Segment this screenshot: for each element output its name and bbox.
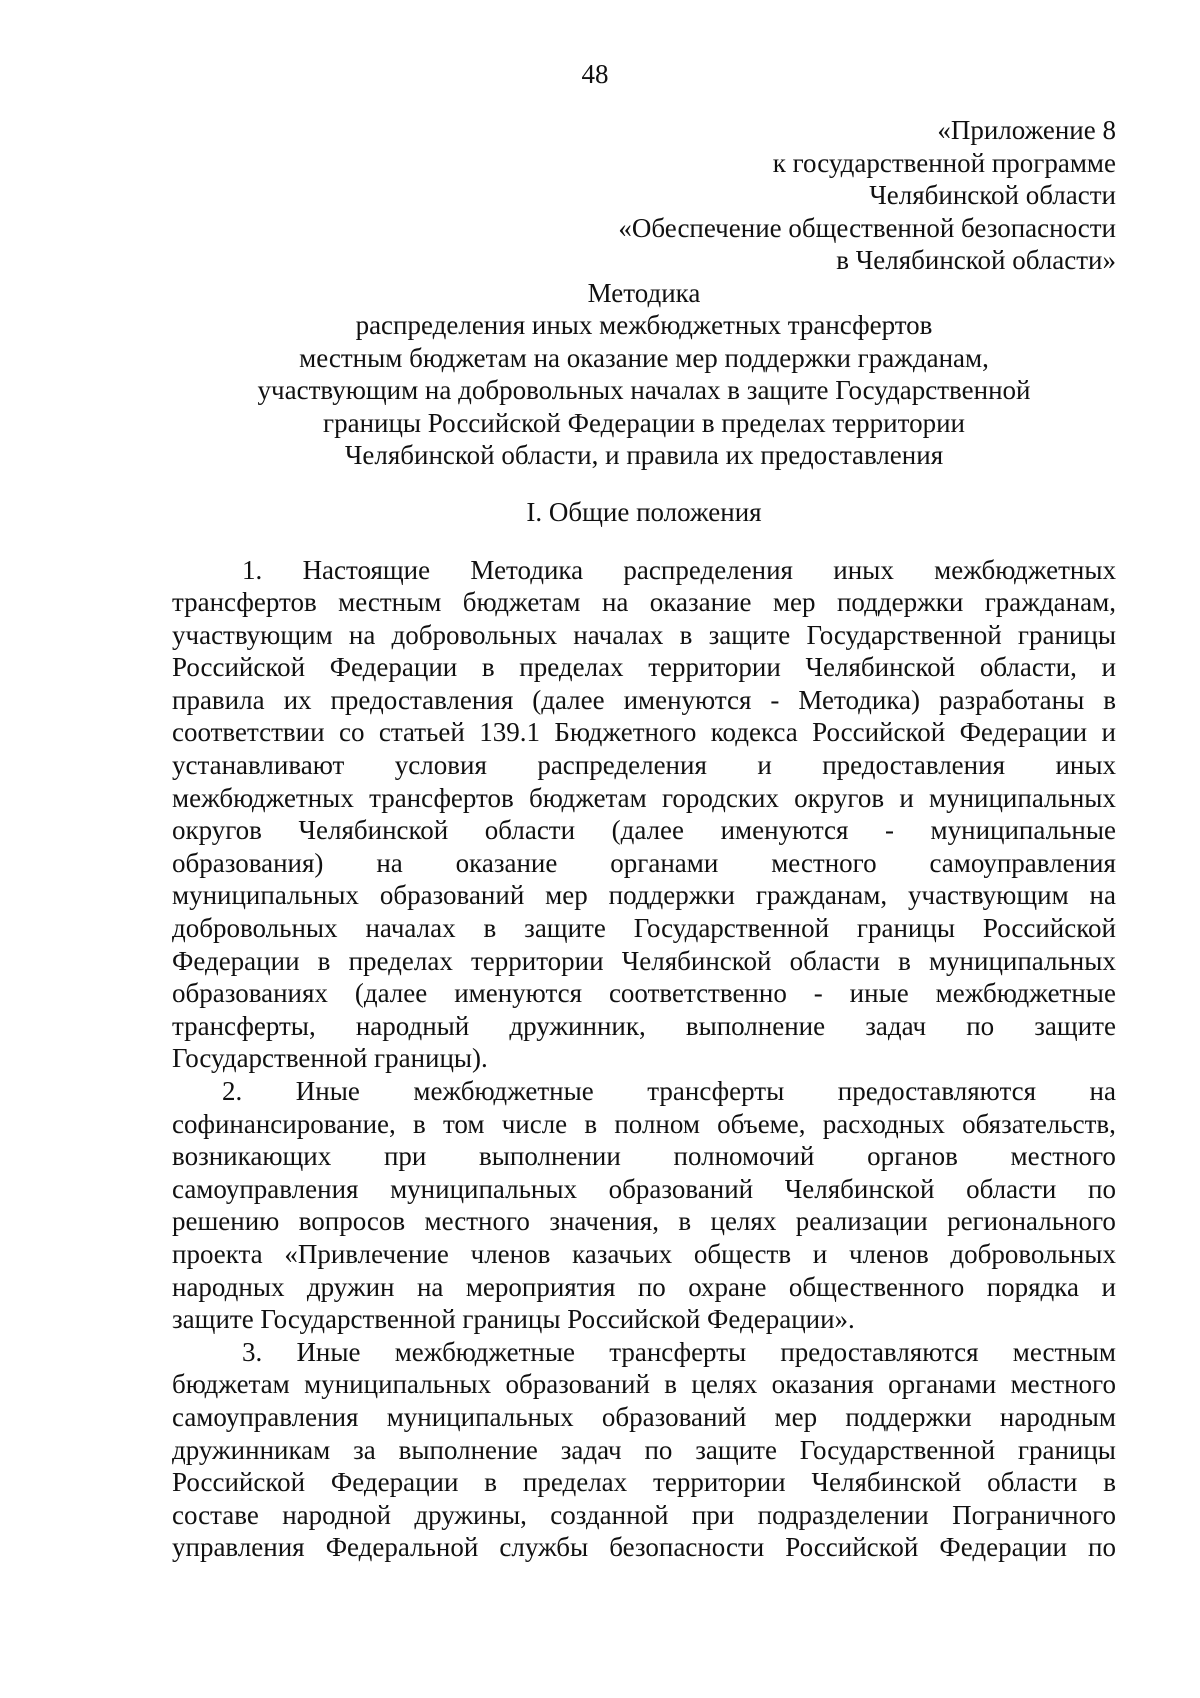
paragraph-line: софинансирование, в том числе в полном объеме, расходных обязательств, xyxy=(172,1108,1116,1139)
title-line: участвующим на добровольных началах в защите Государственной xyxy=(257,375,1031,405)
paragraph-line: соответствии со статьей 139.1 Бюджетного кодекса Российской Федерации и xyxy=(172,717,1116,748)
paragraph-line: бюджетам муниципальных образований в целях оказания органами местного xyxy=(172,1369,1116,1400)
paragraph-line: муниципальных образований мер поддержки гражданам, участвующим на xyxy=(172,880,1116,911)
paragraph-line: Федерации в пределах территории Челябинской области в муниципальных xyxy=(172,945,1116,976)
paragraph-line: округов Челябинской области (далее именуются - муниципальные xyxy=(172,815,1116,846)
paragraph-line: Российской Федерации в пределах территории Челябинской области, и xyxy=(172,652,1116,683)
title-line: Челябинской области, и правила их предоставления xyxy=(344,440,944,470)
paragraph-2 xyxy=(172,1075,1116,1336)
appendix-line: «Приложение 8 xyxy=(937,115,1116,145)
paragraph-line: правила их предоставления (далее именуются - Методика) разработаны в xyxy=(172,684,1116,715)
document-title xyxy=(172,277,1116,472)
paragraph-line: Российской Федерации в пределах территории Челябинской области в xyxy=(172,1467,1116,1498)
paragraph-line: защите Государственной границы Российской Федерации». xyxy=(172,1304,855,1335)
appendix-line: «Обеспечение общественной безопасности xyxy=(618,212,1116,243)
paragraph-line: трансферты, народный дружинник, выполнение задач по защите xyxy=(172,1010,1116,1041)
paragraph-line: дружинникам за выполнение задач по защите Государственной границы xyxy=(172,1434,1116,1465)
paragraph-3 xyxy=(172,1336,1116,1564)
paragraph-line: образования) на оказание органами местного самоуправления xyxy=(172,847,1116,878)
paragraph-line: трансфертов местным бюджетам на оказание мер поддержки гражданам, xyxy=(172,587,1116,618)
paragraph-line: 2. Иные межбюджетные трансферты предоставляются на xyxy=(222,1076,1116,1106)
title-line: Методика xyxy=(587,277,701,308)
paragraph-line: Государственной границы). xyxy=(172,1043,488,1074)
title-line: распределения иных межбюджетных трансфертов xyxy=(355,310,933,340)
appendix-line: Челябинской области xyxy=(869,180,1116,210)
paragraph-line: возникающих при выполнении полномочий органов местного xyxy=(172,1141,1116,1172)
paragraph-line: управления Федеральной службы безопасности Российской Федерации по xyxy=(172,1532,1116,1563)
paragraph-line: добровольных началах в защите Государственной границы Российской xyxy=(172,913,1116,944)
paragraph-line: решению вопросов местного значения, в целях реализации регионального xyxy=(172,1206,1116,1237)
paragraph-line: самоуправления муниципальных образований мер поддержки народным xyxy=(172,1401,1116,1432)
paragraph-line: 3. Иные межбюджетные трансферты предоставляются местным xyxy=(242,1336,1116,1367)
paragraph-line: участвующим на добровольных началах в защите Государственной границы xyxy=(172,619,1116,650)
paragraph-line: межбюджетных трансфертов бюджетам городских округов и муниципальных xyxy=(172,782,1116,813)
title-line: границы Российской Федерации в пределах территории xyxy=(323,407,965,438)
title-line: местным бюджетам на оказание мер поддержки гражданам, xyxy=(299,342,989,373)
paragraph-line: народных дружин на мероприятия по охране общественного порядка и xyxy=(172,1271,1116,1302)
paragraph-1 xyxy=(172,554,1116,1076)
paragraph-line: образованиях (далее именуются соответственно - иные межбюджетные xyxy=(172,978,1116,1009)
appendix-line: к государственной программе xyxy=(772,147,1116,178)
appendix-line: в Челябинской области» xyxy=(836,245,1116,275)
appendix-reference xyxy=(172,114,1116,277)
paragraph-line: самоуправления муниципальных образований Челябинской области по xyxy=(172,1173,1116,1204)
paragraph-line: устанавливают условия распределения и предоставления иных xyxy=(172,750,1116,781)
paragraph-line: проекта «Привлечение членов казачьих обществ и членов добровольных xyxy=(172,1238,1116,1269)
paragraph-line: 1. Настоящие Методика распределения иных межбюджетных xyxy=(242,554,1116,585)
paragraph-line: составе народной дружины, созданной при подразделении Пограничного xyxy=(172,1499,1116,1530)
section-heading: I. Общие положения xyxy=(526,496,762,527)
page-number: 48 xyxy=(581,59,609,89)
body-text xyxy=(172,554,1116,1564)
